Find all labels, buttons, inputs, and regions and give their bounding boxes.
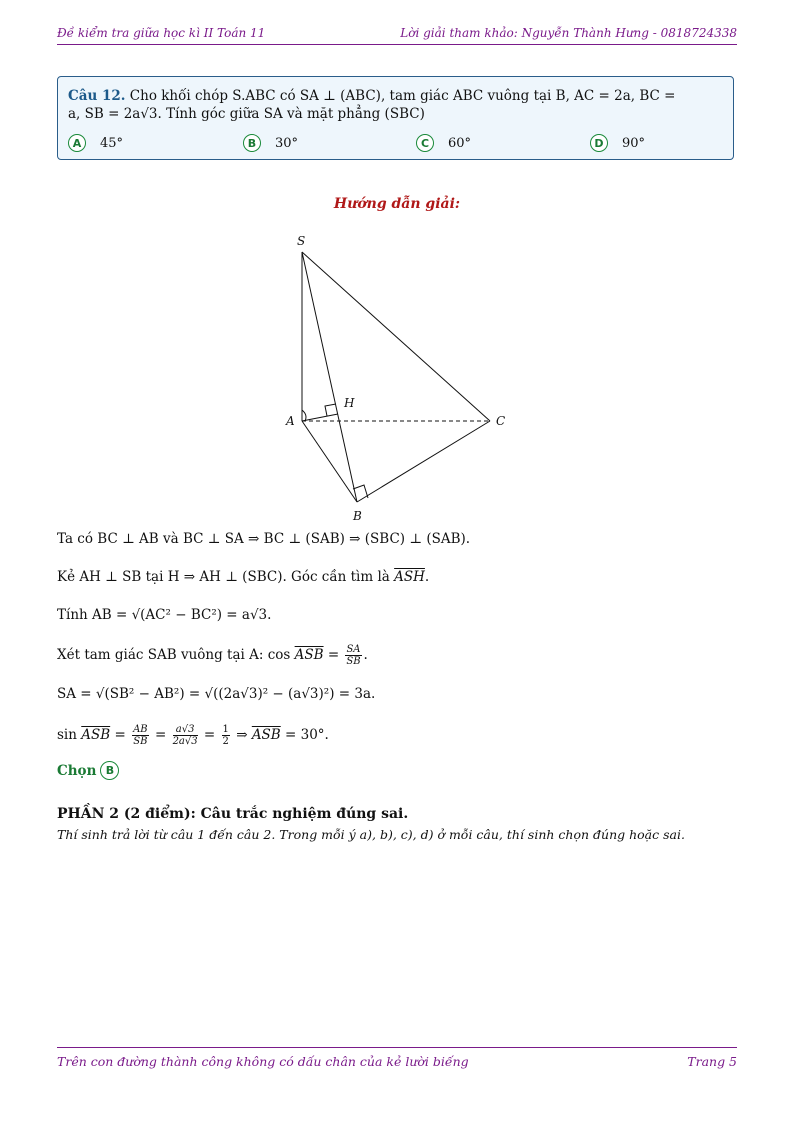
label-h: H xyxy=(344,396,355,410)
label-c: C xyxy=(496,414,506,428)
right-angle-h xyxy=(325,404,336,416)
header-divider xyxy=(57,44,737,45)
angle-ash: $\overline{ASH}$ xyxy=(394,569,425,585)
edge-bc xyxy=(357,421,490,502)
option-d[interactable] xyxy=(590,133,645,153)
option-d-value: 90° xyxy=(622,135,646,151)
edge-ab xyxy=(302,421,357,502)
option-c-letter: C xyxy=(416,134,434,152)
fraction-num: SA xyxy=(346,644,361,655)
option-b-letter: B xyxy=(243,134,261,152)
header-right: Lời giải tham khảo: Nguyễn Thành Hưng - 0818724338 xyxy=(400,26,737,40)
fraction-den: SB xyxy=(346,656,361,667)
option-c-value: 60° xyxy=(448,135,472,151)
footer-left: Trên con đường thành công không có dấu chân của kẻ lười biếng xyxy=(57,1054,469,1069)
solution-heading: Hướng dẫn giải: xyxy=(333,196,461,212)
fraction-values: $\frac{a√3}{2a√3}$ xyxy=(172,724,198,747)
solution-line-4-text: Xét tam giác SAB vuông tại A: cos xyxy=(57,647,291,663)
edge-sc xyxy=(302,252,490,421)
question-label: Câu 12. xyxy=(68,88,126,104)
solution-line-2: Kẻ AH ⊥ SB tại H ⇒ AH ⊥ (SBC). Góc cần tìm là $\overline{ASH}$. xyxy=(57,569,430,585)
option-d-letter: D xyxy=(590,134,608,152)
option-a[interactable] xyxy=(68,133,123,153)
solution-line-4: Xét tam giác SAB vuông tại A: $\cos \overline{ASB}$ = $\frac{SA}{SB}$ . xyxy=(57,644,368,667)
footer-right: Trang 5 xyxy=(687,1054,737,1069)
page-footer xyxy=(57,1054,737,1069)
solution-line-6: $\sin \overline{ASB}$ = $\frac{AB}{SB}$ = $\frac{a√3}{2a√3}$ = $\frac{1}{2}$ ⇒ $\overline{ASB} = 30^\circ$. xyxy=(57,724,329,747)
option-a-value: 45° xyxy=(100,135,124,151)
label-a: A xyxy=(286,414,295,428)
question-line1: Cho khối chóp S.ABC có SA ⊥ (ABC), tam giác ABC vuông tại B, AC = 2a, BC = xyxy=(129,88,676,104)
choose-letter: B xyxy=(100,761,119,780)
footer-divider xyxy=(57,1047,737,1048)
edge-sb xyxy=(302,252,357,502)
label-b: B xyxy=(353,509,362,523)
solution-line-1: Ta có BC ⊥ AB và BC ⊥ SA ⇒ BC ⊥ (SAB) ⇒ (SBC) ⊥ (SAB). xyxy=(57,531,471,547)
angle-asb-3: $\overline{ASB}$ xyxy=(251,727,281,743)
part2-note: Thí sinh trả lời từ câu 1 đến câu 2. Trong mỗi ý a), b), c), d) ở mỗi câu, thí sinh chọn đúng hoặc sai. xyxy=(57,827,685,842)
sin-label: sin xyxy=(57,727,77,743)
angle-mark-a xyxy=(302,410,306,421)
option-b[interactable] xyxy=(243,133,298,153)
choose-label: Chọn xyxy=(57,762,97,779)
option-b-value: 30° xyxy=(275,135,299,151)
header-left: Đề kiểm tra giữa học kì II Toán 11 xyxy=(57,26,266,40)
question-text xyxy=(68,87,728,123)
solution-line-6-result: = 30°. xyxy=(285,727,329,743)
fraction-ab-sb: $\frac{AB}{SB}$ xyxy=(133,724,148,747)
angle-asb-2: $\overline{ASB}$ xyxy=(81,727,111,743)
option-c[interactable] xyxy=(416,133,471,153)
solution-line-2-text: Kẻ AH ⊥ SB tại H ⇒ AH ⊥ (SBC). Góc cần tìm là xyxy=(57,569,390,585)
segment-ah xyxy=(302,414,338,421)
angle-asb-1: $\overline{ASB}$ xyxy=(294,647,324,663)
fraction-sa-sb xyxy=(345,644,361,667)
option-a-letter: A xyxy=(68,134,86,152)
pyramid-figure xyxy=(270,232,530,524)
answer-choice xyxy=(57,761,747,780)
question-line2: a, SB = 2a√3. Tính góc giữa SA và mặt phẳng (SBC) xyxy=(68,106,425,122)
page-header xyxy=(57,26,737,44)
fraction-half: $\frac{1}{2}$ xyxy=(222,724,229,747)
solution-line-3: Tính AB = √(AC² − BC²) = a√3. xyxy=(57,607,272,623)
label-s: S xyxy=(297,234,306,248)
solution-line-5: SA = √(SB² − AB²) = √((2a√3)² − (a√3)²) = 3a. xyxy=(57,686,376,702)
question-box xyxy=(57,76,734,160)
part2-title: PHẦN 2 (2 điểm): Câu trắc nghiệm đúng sai. xyxy=(57,806,409,822)
